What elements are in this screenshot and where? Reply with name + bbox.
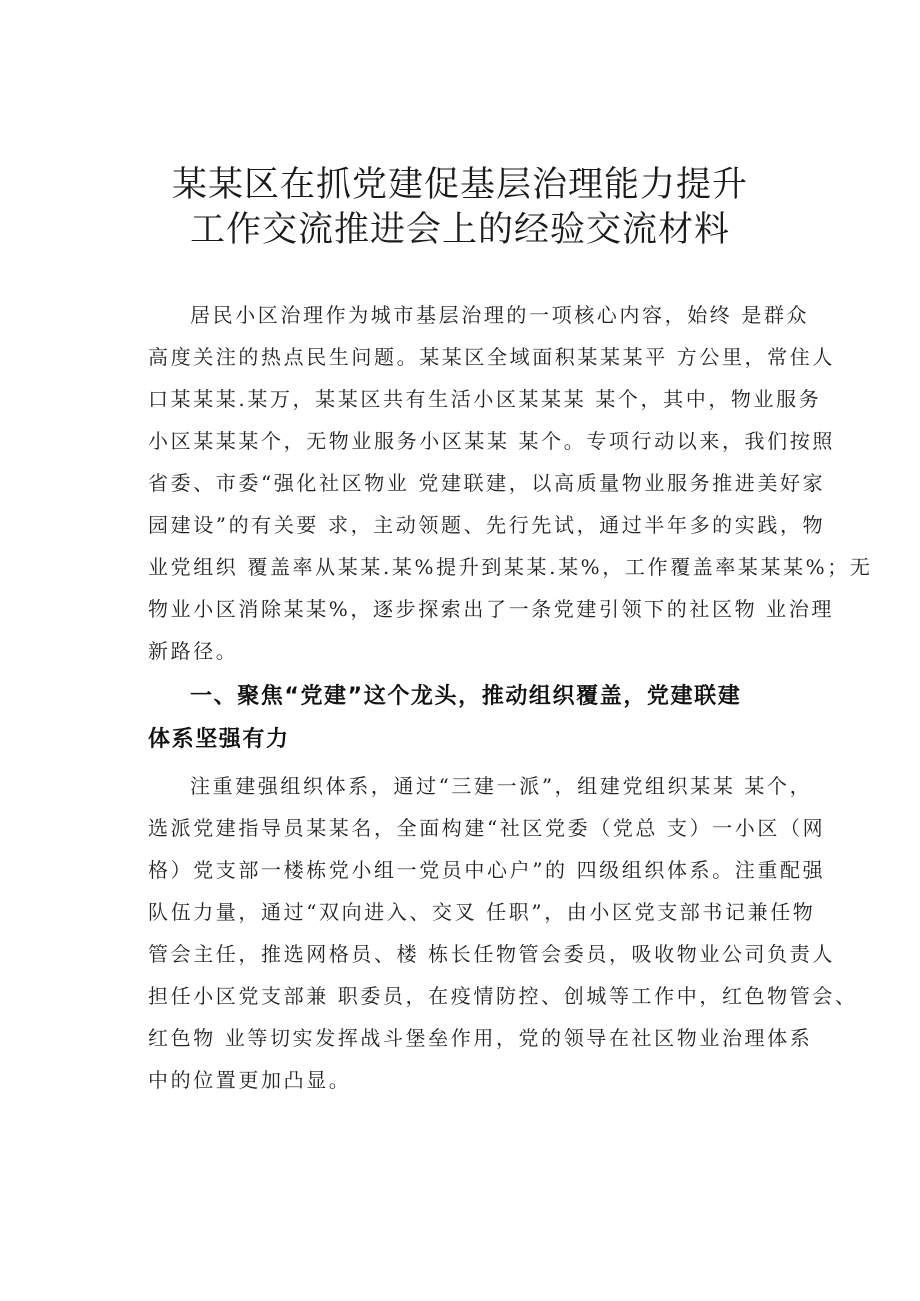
paragraph1-line-1: 居民小区治理作为城市基层治理的一项核心内容，始终 是群众 (190, 303, 810, 327)
paragraph2-line-4: 队伍力量，通过“双向进入、交叉 任职”，由小区党支部书记兼任物 (148, 900, 816, 924)
paragraph1-line-3: 口某某某.某万，某某区共有生活小区某某某 某个，其中，物业服务 (148, 387, 822, 411)
document-title-line-2: 工作交流推进会上的经验交流材料 (189, 210, 730, 250)
paragraph1-line-5: 省委、市委“强化社区物业 党建联建，以高质量物业服务推进美好家 (148, 471, 826, 495)
paragraph1-line-2: 高度关注的热点民生问题。某某区全域面积某某某平 方公里，常住人 (148, 345, 835, 369)
paragraph2-line-2: 选派党建指导员某某名，全面构建“社区党委（党总 支）一小区（网 (148, 816, 826, 840)
section-heading-1-line-1: 一、聚焦“党建”这个龙头，推动组织覆盖，党建联建 (190, 684, 742, 709)
paragraph1-line-8: 物业小区消除某某%，逐步探索出了一条党建引领下的社区物 业治理 (148, 597, 834, 621)
paragraph1-line-7: 业党组织 覆盖率从某某.某%提升到某某.某%，工作覆盖率某某某%；无 (148, 555, 873, 579)
paragraph2-line-3: 格）党支部一楼栋党小组一党员中心户”的 四级组织体系。注重配强 (148, 858, 826, 882)
document-title-line-1: 某某区在抓党建促基层治理能力提升 (171, 165, 748, 205)
paragraph2-line-5: 管会主任，推选网格员、楼 栋长任物管会委员，吸收物业公司负责人 (148, 942, 835, 966)
paragraph1-line-9: 新路径。 (148, 639, 239, 663)
paragraph1-line-6: 园建设”的有关要 求，主动领题、先行先试，通过半年多的实践，物 (148, 513, 826, 537)
paragraph2-line-7: 红色物 业等切实发挥战斗堡垒作用，党的领导在社区物业治理体系 (148, 1026, 813, 1050)
paragraph2-line-6: 担任小区党支部兼 职委员，在疫情防控、创城等工作中，红色物管会、 (148, 984, 858, 1008)
section-heading-1-line-2: 体系坚强有力 (148, 727, 290, 752)
paragraph1-line-4: 小区某某某个，无物业服务小区某某 某个。专项行动以来，我们按照 (148, 429, 835, 453)
paragraph2-line-8: 中的位置更加凸显。 (148, 1068, 352, 1092)
paragraph2-line-1: 注重建强组织体系，通过“三建一派”，组建党组织某某 某个， (190, 774, 813, 798)
